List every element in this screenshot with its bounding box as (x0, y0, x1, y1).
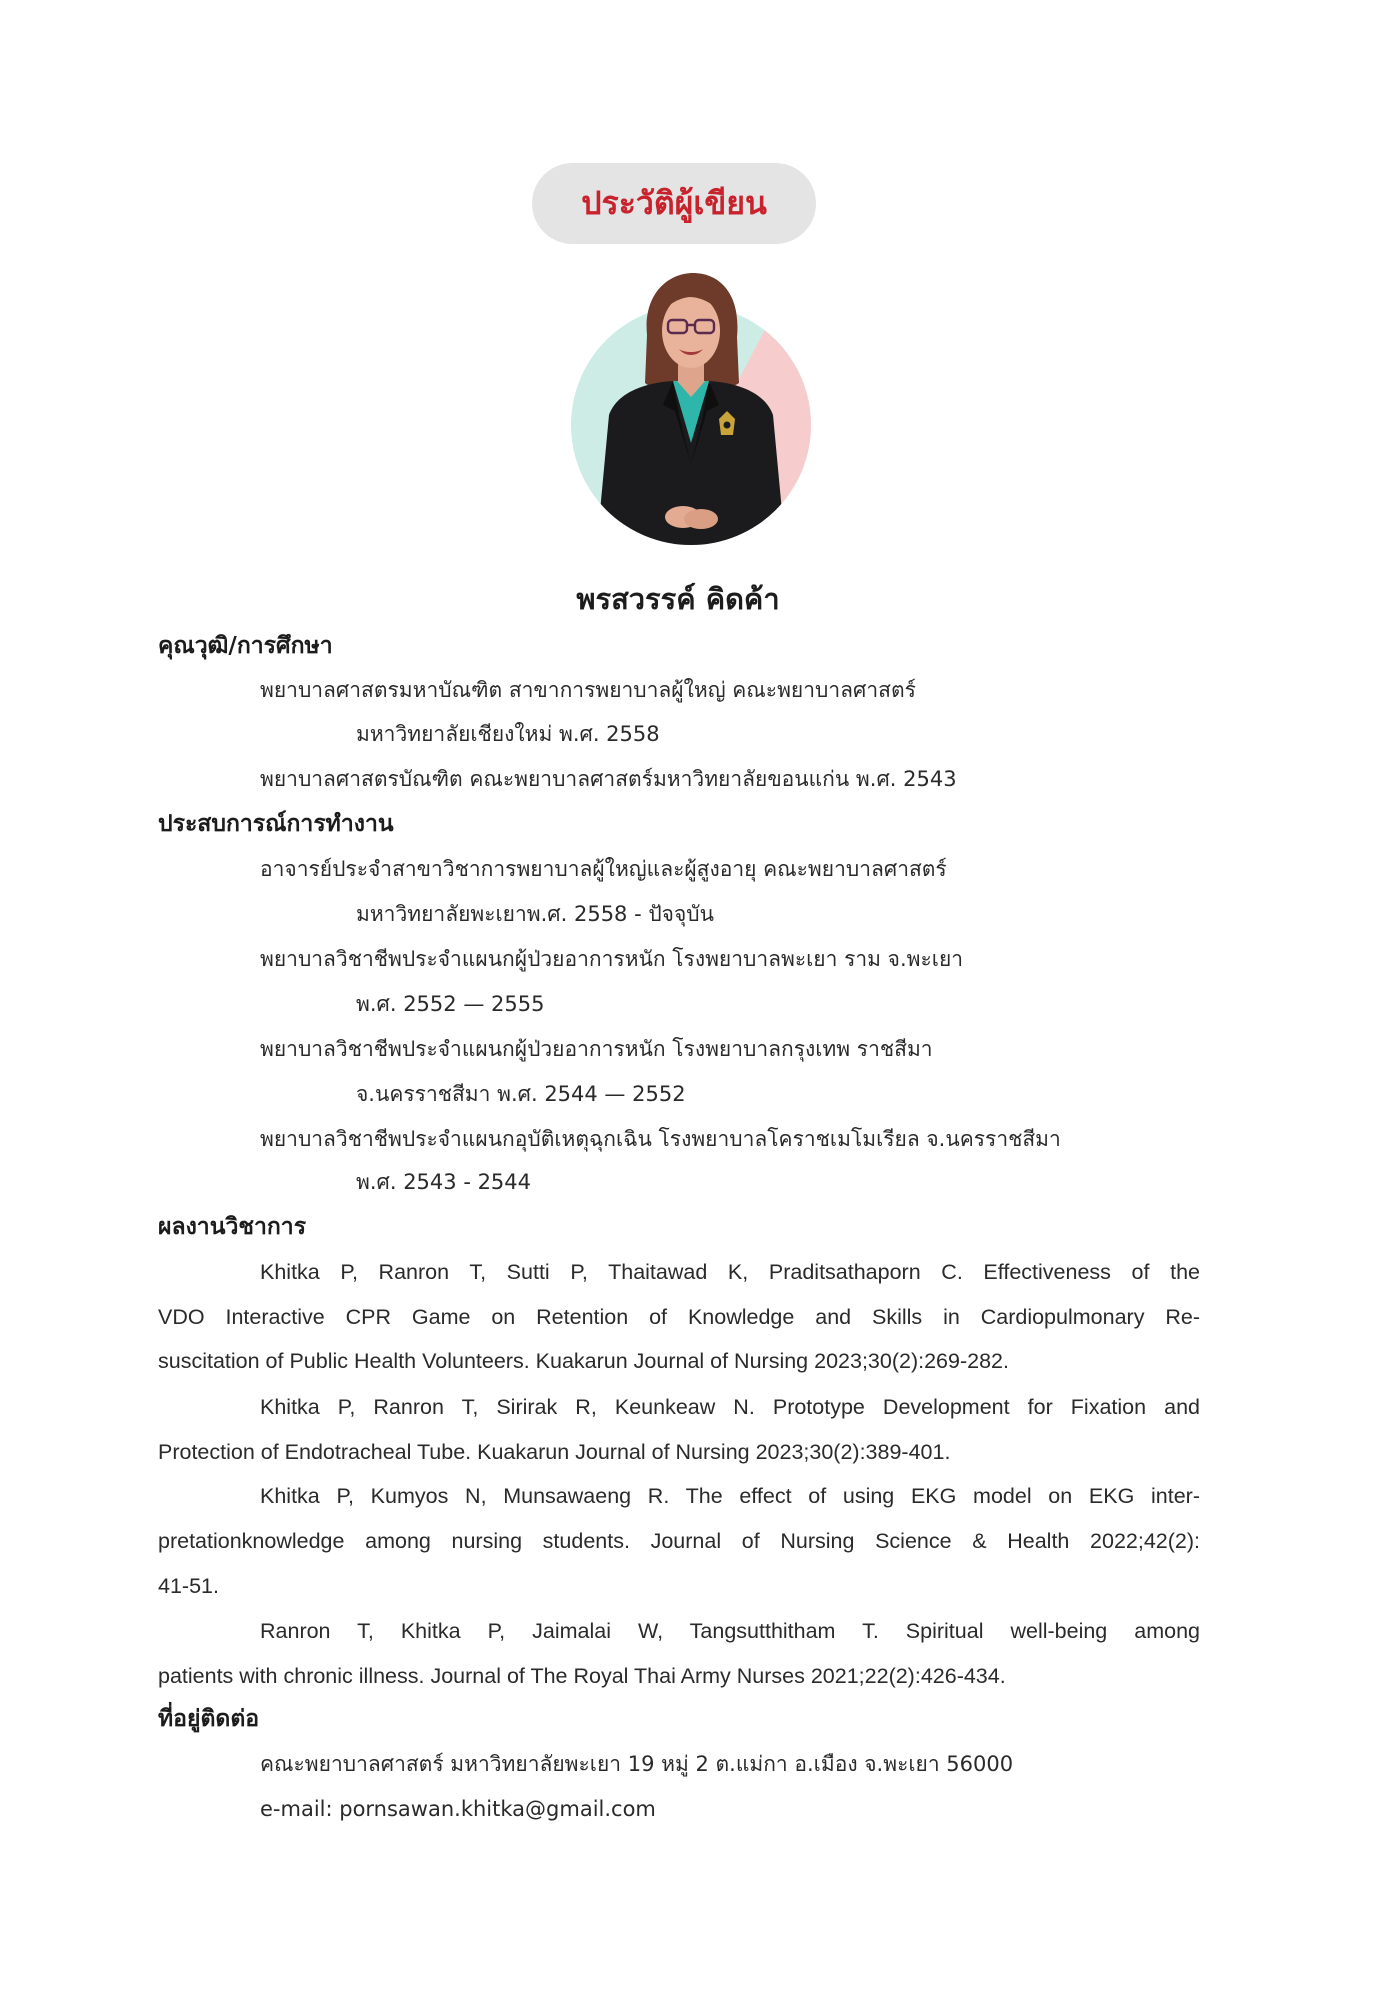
author-photo (551, 265, 831, 555)
publications-heading: ผลงานวิชาการ (158, 1214, 307, 1240)
author-name: พรสวรรค์ คิดค้า (576, 582, 780, 616)
publication-line: Ranron T, Khitka P, Jaimalai W, Tangsutthitham T. Spiritual well-being among (260, 1619, 1200, 1643)
experience-line: พ.ศ. 2543 - 2544 (356, 1170, 532, 1194)
experience-line: พยาบาลวิชาชีพประจำแผนกผู้ป่วยอาการหนัก โรงพยาบาลกรุงเทพ ราชสีมา (260, 1037, 933, 1061)
experience-line: พยาบาลวิชาชีพประจำแผนกผู้ป่วยอาการหนัก โรงพยาบาลพะเยา ราม จ.พะเยา (260, 947, 964, 971)
publication-line: 41-51. (158, 1574, 219, 1598)
publication-line: Khitka P, Kumyos N, Munsawaeng R. The effect of using EKG model on EKG inter- (260, 1484, 1200, 1508)
publication-line: pretationknowledge among nursing students. Journal of Nursing Science & Health 2022;42(2): (158, 1529, 1200, 1553)
education-line: พยาบาลศาสตรบัณฑิต คณะพยาบาลศาสตร์มหาวิทยาลัยขอนแก่น พ.ศ. 2543 (260, 767, 957, 791)
education-line: พยาบาลศาสตรมหาบัณฑิต สาขาการพยาบาลผู้ใหญ่ คณะพยาบาลศาสตร์ (260, 678, 916, 702)
experience-line: จ.นครราชสีมา พ.ศ. 2544 — 2552 (356, 1082, 686, 1106)
publication-line: VDO Interactive CPR Game on Retention of Knowledge and Skills in Cardiopulmonary Re- (158, 1305, 1200, 1329)
contact-email: e-mail: pornsawan.khitka@gmail.com (260, 1797, 656, 1821)
experience-line: พ.ศ. 2552 — 2555 (356, 992, 545, 1016)
contact-heading: ที่อยู่ติดต่อ (158, 1706, 260, 1732)
section-title-pill (532, 163, 816, 244)
publication-line: suscitation of Public Health Volunteers. Kuakarun Journal of Nursing 2023;30(2):269-282. (158, 1349, 1009, 1373)
publication-line: Protection of Endotracheal Tube. Kuakarun Journal of Nursing 2023;30(2):389-401. (158, 1440, 951, 1464)
education-line: มหาวิทยาลัยเชียงใหม่ พ.ศ. 2558 (356, 722, 660, 746)
experience-line: มหาวิทยาลัยพะเยาพ.ศ. 2558 - ปัจจุบัน (356, 902, 714, 926)
education-heading: คุณวุฒิ/การศึกษา (158, 633, 333, 659)
publication-line: patients with chronic illness. Journal of The Royal Thai Army Nurses 2021;22(2):426-434. (158, 1664, 1006, 1688)
contact-address: คณะพยาบาลศาสตร์ มหาวิทยาลัยพะเยา 19 หมู่ 2 ต.แม่กา อ.เมือง จ.พะเยา 56000 (260, 1752, 1014, 1776)
section-title: ประวัติผู้เขียน (581, 184, 767, 222)
experience-line: พยาบาลวิชาชีพประจำแผนกอุบัติเหตุฉุกเฉิน โรงพยาบาลโคราชเมโมเรียล จ.นครราชสีมา (260, 1127, 1061, 1151)
experience-line: อาจารย์ประจำสาขาวิชาการพยาบาลผู้ใหญ่และผู้สูงอายุ คณะพยาบาลศาสตร์ (260, 857, 947, 881)
publication-line: Khitka P, Ranron T, Sutti P, Thaitawad K, Praditsathaporn C. Effectiveness of the (260, 1260, 1200, 1284)
experience-heading: ประสบการณ์การทำงาน (158, 811, 394, 837)
publication-line: Khitka P, Ranron T, Sirirak R, Keunkeaw N. Prototype Development for Fixation and (260, 1395, 1200, 1419)
person-figure (595, 273, 787, 555)
